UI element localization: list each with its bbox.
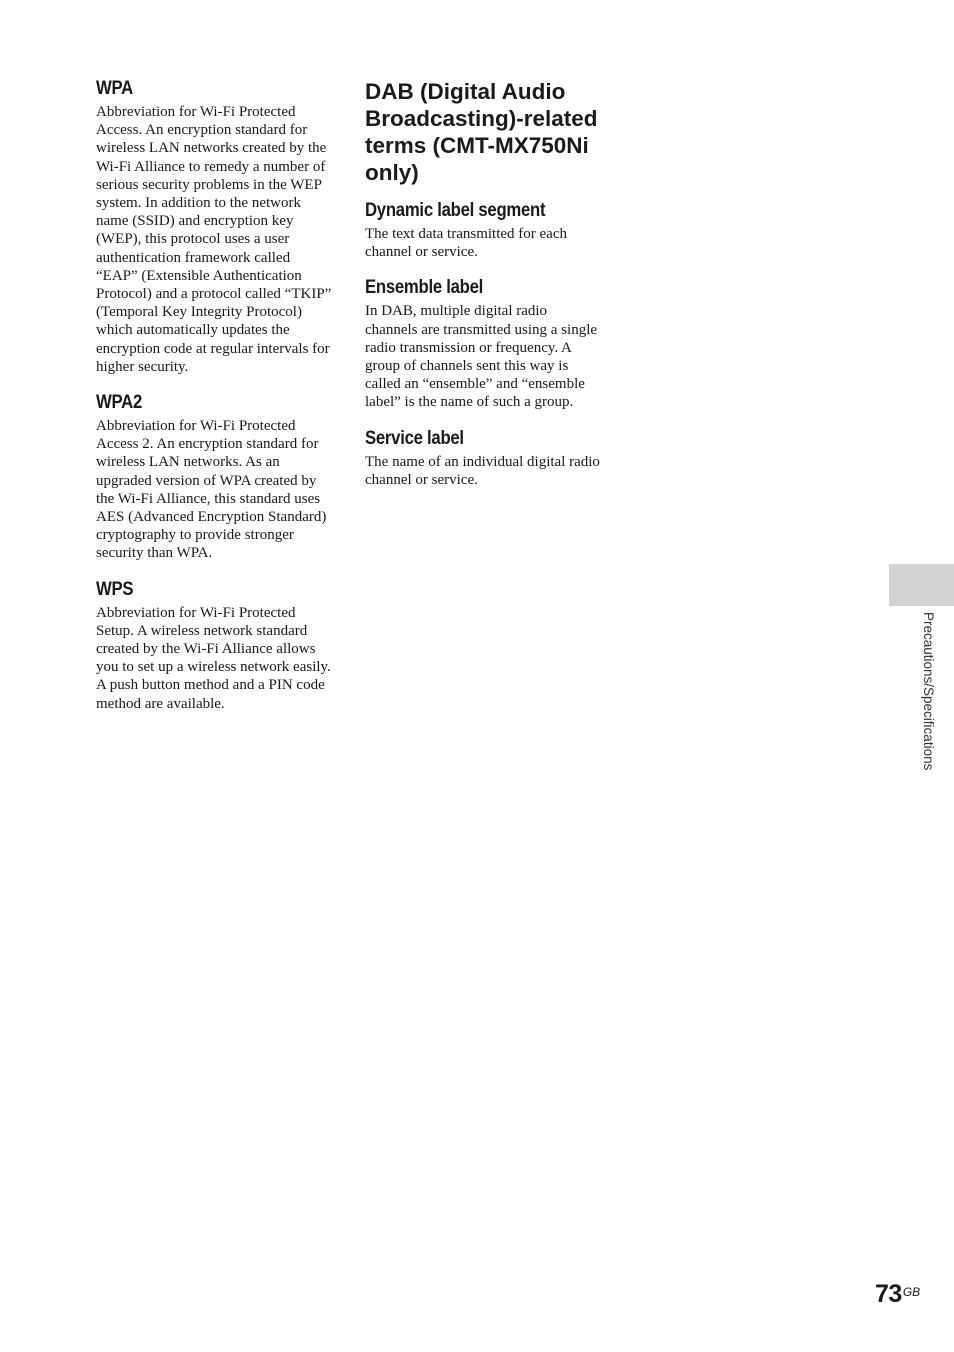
term-definition: The text data transmitted for each channel or service. bbox=[365, 226, 567, 261]
left-column bbox=[96, 78, 332, 729]
glossary-entry-service-label bbox=[365, 428, 603, 489]
term-heading: WPA bbox=[96, 78, 133, 99]
section-tab-marker bbox=[889, 564, 954, 606]
term-definition: In DAB, multiple digital radio channels are transmitted using a single radio transmission or frequency. A group of channels sent this way is called an “ensemble” and “ensemble label” is the name of such a group. bbox=[365, 303, 598, 411]
term-definition: The name of an individual digital radio channel or service. bbox=[365, 453, 600, 488]
term-heading: Ensemble label bbox=[365, 277, 484, 299]
right-column bbox=[365, 78, 603, 505]
term-definition: Abbreviation for Wi-Fi Protected Setup. A wireless network standard created by the Wi-Fi Alliance allows you to set up a wireless network easily. A push button method and a PIN code method are available. bbox=[96, 604, 331, 712]
glossary-entry-wpa2 bbox=[96, 392, 332, 563]
term-definition: Abbreviation for Wi-Fi Protected Access. An encryption standard for wireless LAN networks created by the Wi-Fi Alliance to remedy a number of serious security problems in the WEP system. In addition to the network name (SSID) and encryption key (WEP), this protocol uses a user authentication framework called “EAP” (Extensible Authentication Protocol) and a protocol called “TKIP” (Temporal Key Integrity Protocol) which automatically updates the encryption code at regular intervals for higher security. bbox=[96, 104, 332, 375]
term-definition: Abbreviation for Wi-Fi Protected Access 2. An encryption standard for wireless LAN networks. As an upgraded version of WPA created by the Wi-Fi Alliance, this standard uses AES (Advanced Encryption Standard) cryptography to provide stronger security than WPA. bbox=[96, 418, 327, 562]
page-number-value: 73 bbox=[875, 1280, 902, 1308]
page-number bbox=[875, 1280, 920, 1309]
glossary-entry-ensemble-label bbox=[365, 277, 603, 411]
term-heading: WPA2 bbox=[96, 392, 143, 414]
term-heading: WPS bbox=[96, 578, 134, 600]
term-heading: Service label bbox=[365, 427, 464, 449]
glossary-entry-dynamic-label-segment bbox=[365, 200, 603, 261]
glossary-entry-wpa bbox=[96, 78, 332, 376]
glossary-entry-wps bbox=[96, 579, 332, 713]
section-heading: DAB (Digital Audio Broadcasting)-related terms (CMT-MX750Ni only) bbox=[365, 79, 598, 185]
section-side-label: Precautions/Specifications bbox=[921, 612, 936, 771]
term-heading: Dynamic label segment bbox=[365, 200, 546, 221]
page-number-suffix: GB bbox=[902, 1285, 921, 1299]
